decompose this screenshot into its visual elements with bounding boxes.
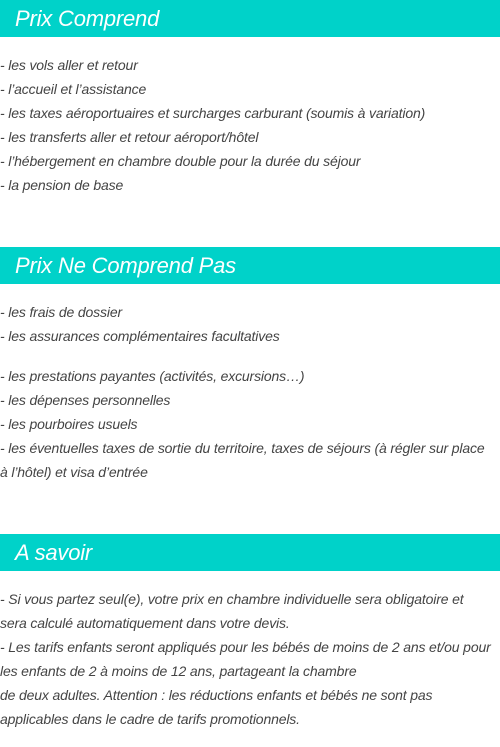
list-item: - la pension de base (0, 177, 124, 193)
list-item: - les prestations payantes (activités, excursions…) (0, 368, 305, 384)
list-item: - les transferts aller et retour aéroport/hôtel (0, 129, 259, 145)
list-item: applicables dans le cadre de tarifs promotionnels. (0, 711, 300, 727)
list-item: - les assurances complémentaires facultatives (0, 328, 280, 344)
list-item: - les éventuelles taxes de sortie du territoire, taxes de séjours (à régler sur place (0, 440, 485, 456)
list-item: - les frais de dossier (0, 304, 122, 320)
section-title-prix-ne-comprend-pas: Prix Ne Comprend Pas (0, 247, 500, 284)
list-item: - Les tarifs enfants seront appliqués pour les bébés de moins de 2 ans et/ou pour (0, 639, 491, 655)
list-item: à l’hôtel) et visa d’entrée (0, 464, 148, 480)
list-item: - les vols aller et retour (0, 57, 138, 73)
list-item: - l’accueil et l’assistance (0, 81, 147, 97)
list-item: de deux adultes. Attention : les réductions enfants et bébés ne sont pas (0, 687, 433, 703)
info-list (0, 587, 500, 731)
section-title-prix-comprend: Prix Comprend (0, 0, 500, 37)
list-item: les enfants de 2 à moins de 12 ans, partageant la chambre (0, 663, 357, 679)
included-list (0, 53, 500, 197)
section-title-a-savoir: A savoir (0, 534, 500, 571)
list-item: - les dépenses personnelles (0, 392, 171, 408)
list-item: - les pourboires usuels (0, 416, 138, 432)
list-item: - les taxes aéroportuaires et surcharges carburant (soumis à variation) (0, 105, 426, 121)
excluded-list (0, 300, 500, 484)
list-item: - Si vous partez seul(e), votre prix en chambre individuelle sera obligatoire et (0, 591, 464, 607)
list-item: - l’hébergement en chambre double pour la durée du séjour (0, 153, 361, 169)
list-item: sera calculé automatiquement dans votre devis. (0, 615, 290, 631)
